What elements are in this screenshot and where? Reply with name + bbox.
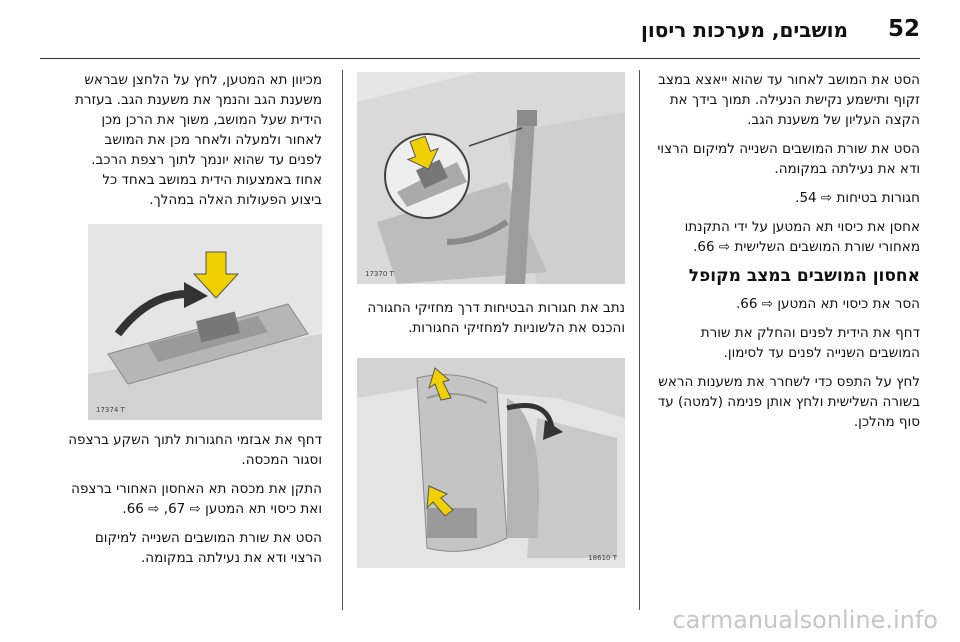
text-column-middle xyxy=(357,298,625,338)
figure-code: 17370 T xyxy=(365,270,394,278)
paragraph: הסט את שורת המושבים השנייה למיקום הרצוי ודא את נעילתה במקומה. xyxy=(94,530,322,566)
text-column-right xyxy=(654,70,920,441)
page-number: 52 xyxy=(887,16,920,42)
paragraph: דחף את אבזמי החגורות לתוך השקע ברצפה וסגור המכסה. xyxy=(68,432,322,468)
figure-code: 17374 T xyxy=(96,406,125,414)
paragraph: חגורות בטיחות ⇨ 54. xyxy=(795,190,920,206)
seatback-fold-illustration xyxy=(357,358,625,568)
seatback-fold-drawing xyxy=(357,358,625,568)
seatbelt-holder-drawing xyxy=(357,72,625,284)
paragraph: הסר את כיסוי תא המטען ⇨ 66. xyxy=(735,296,920,312)
watermark: carmanualsonline.info xyxy=(672,606,938,634)
paragraph: דחף את הידית לפנים והחלק את שורת המושבים השנייה לפנים עד לסימון. xyxy=(700,325,920,361)
paragraph: הסט את שורת המושבים השנייה למיקום הרצוי ודא את נעילתה במקומה. xyxy=(657,141,920,177)
paragraph: התקן את מכסה תא האחסון האחורי ברצפה ואת כיסוי תא המטען ⇨ 67, ⇨ 66. xyxy=(71,481,322,517)
paragraph: נתב את חגורות הבטיחות דרך מחזיקי החגורה והכנס את הלשוניות למחזיקי החגורות. xyxy=(367,300,625,336)
page-header xyxy=(40,14,920,54)
header-rule xyxy=(40,58,920,59)
figure-code: 18610 T xyxy=(588,554,617,562)
column-divider xyxy=(342,70,343,610)
text-column-left xyxy=(68,70,322,219)
section-heading: אחסון המושבים במצב מקופל xyxy=(688,266,920,286)
paragraph: אחסן את כיסוי תא המטען על ידי התקנתו מאחורי שורת המושבים השלישית ⇨ 66. xyxy=(684,219,920,255)
paragraph: הסט את המושב לאחור עד שהוא ייאצא במצב זקוף ותישמע נקישת הנעילה. תמוך בידך את הקצה העליון של משענת הגב. xyxy=(658,72,920,128)
floor-handle-illustration xyxy=(88,224,322,420)
paragraph: מכיוון תא המטען, לחץ על הלחצן שבראש משענת הגב והנמך את משענת הגב. בעזרת הידית שעל המושב, משוך את הרכן מכן לאחור ולמעלה ולאחר מכן את המושב לפנים עד שהוא יונמך לתוך רצפת הרכב. אחוז באמצעות הידית במושב באחד כל ביצוע הפעולות האלה במהלך. xyxy=(75,72,322,208)
seatbelt-holder-illustration xyxy=(357,72,625,284)
paragraph: לחץ על התפס כדי לשחרר את משענות הראש בשורה השלישית ולחץ אותן פנימה (למטה) עד סוף מהלכן. xyxy=(657,374,920,430)
text-column-left-lower xyxy=(68,430,322,577)
column-divider xyxy=(639,70,640,610)
chapter-title: מושבים, מערכות ריסון xyxy=(641,18,848,42)
floor-handle-drawing xyxy=(88,224,322,420)
